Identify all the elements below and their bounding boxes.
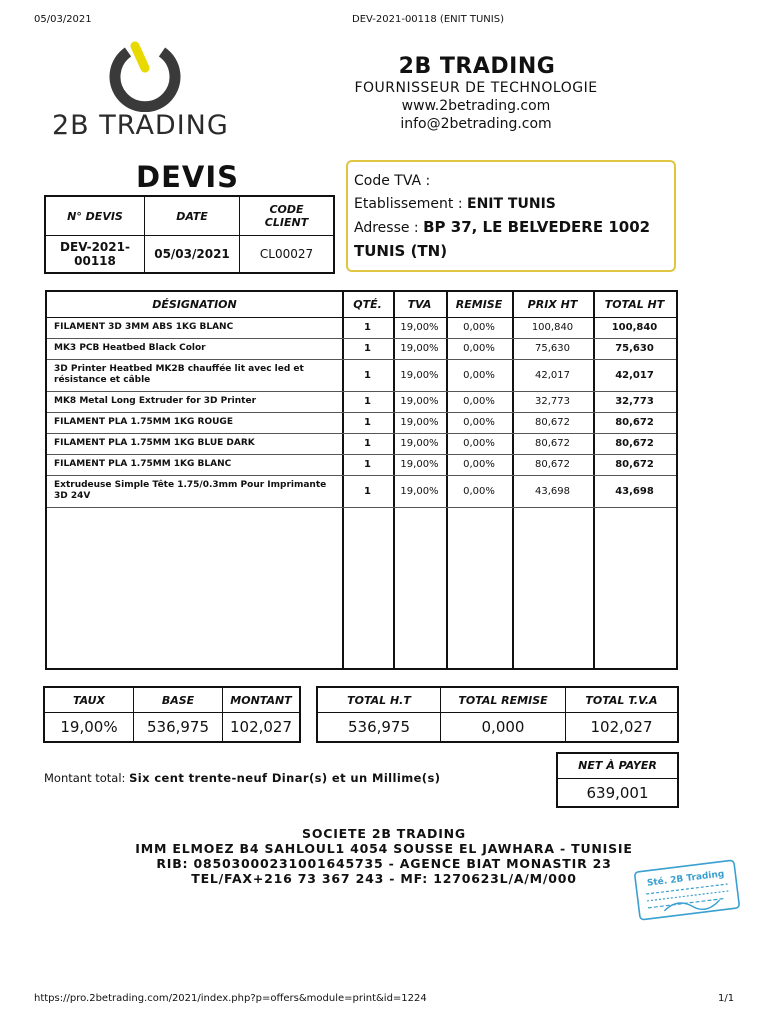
item-designation: MK3 PCB Heatbed Black Color [54, 343, 206, 353]
item-designation: 3D Printer Heatbed MK2B chauffée lit avec led et résistance et câble [54, 364, 304, 385]
logo-wordmark: 2B TRADING [52, 110, 229, 141]
item-tva: 19,00% [400, 396, 439, 407]
header-total-remise: TOTAL REMISE [441, 687, 566, 713]
address-value: BP 37, LE BELVEDERE 1002 TUNIS (TN) [354, 218, 651, 260]
items-table [45, 290, 678, 670]
item-tva: 19,00% [400, 417, 439, 428]
table-row [47, 433, 676, 455]
net-payable-label: NET À PAYER [558, 754, 677, 779]
item-prix: 80,672 [535, 438, 570, 449]
tax-rate: 19,00% [44, 713, 134, 743]
item-total: 80,672 [615, 438, 654, 449]
quote-meta-table [44, 195, 335, 274]
item-designation: FILAMENT PLA 1.75MM 1KG BLUE DARK [54, 438, 255, 448]
quote-date: 05/03/2021 [145, 236, 240, 274]
item-total: 80,672 [615, 417, 654, 428]
table-row [47, 454, 676, 476]
total-remise-value: 0,000 [441, 713, 566, 743]
company-tagline: FOURNISSEUR DE TECHNOLOGIE [354, 80, 598, 96]
item-qty: 1 [364, 459, 371, 470]
table-row [47, 359, 676, 392]
company-stamp-icon [632, 858, 742, 922]
power-logo-icon [108, 40, 182, 112]
table-row [47, 317, 676, 339]
header-total: TOTAL HT [604, 298, 665, 311]
item-prix: 75,630 [535, 343, 570, 354]
table-row [47, 412, 676, 434]
company-website: www.2betrading.com [401, 98, 551, 114]
header-designation: DÉSIGNATION [152, 298, 237, 311]
item-total: 75,630 [615, 343, 654, 354]
item-tva: 19,00% [400, 438, 439, 449]
item-tva: 19,00% [400, 459, 439, 470]
header-base: BASE [134, 687, 223, 713]
table-row [47, 475, 676, 508]
company-name: 2B TRADING [398, 54, 556, 79]
address-line: Adresse : BP 37, LE BELVEDERE 1002 TUNIS (TN) [354, 218, 651, 260]
item-total: 32,773 [615, 396, 654, 407]
item-tva: 19,00% [400, 343, 439, 354]
item-prix: 80,672 [535, 417, 570, 428]
item-remise: 0,00% [463, 396, 495, 407]
header-montant: MONTANT [223, 687, 301, 713]
item-total: 43,698 [615, 485, 654, 497]
item-prix: 32,773 [535, 396, 570, 407]
item-remise: 0,00% [463, 438, 495, 449]
etablissement-line: Etablissement : ENIT TUNIS [354, 196, 556, 212]
header-total-tva: TOTAL T.V.A [566, 687, 679, 713]
amount-in-words [44, 771, 440, 785]
total-tva-value: 102,027 [566, 713, 679, 743]
items-header-row [47, 292, 676, 318]
tax-base: 536,975 [134, 713, 223, 743]
etablissement-value: ENIT TUNIS [467, 196, 556, 212]
item-remise: 0,00% [463, 417, 495, 428]
item-remise: 0,00% [463, 322, 495, 333]
header-tva: TVA [407, 298, 432, 311]
item-total: 80,672 [615, 459, 654, 470]
item-prix: 43,698 [535, 485, 570, 497]
print-title: DEV-2021-00118 (ENIT TUNIS) [352, 14, 504, 25]
item-designation: FILAMENT 3D 3MM ABS 1KG BLANC [54, 322, 234, 332]
header-prix: PRIX HT [527, 298, 578, 311]
tax-amount: 102,027 [223, 713, 301, 743]
item-prix: 100,840 [531, 322, 574, 333]
svg-text:Sté. 2B Trading: Sté. 2B Trading [646, 869, 725, 889]
net-payable-value: 639,001 [586, 784, 649, 802]
table-row [47, 338, 676, 360]
item-qty: 1 [364, 322, 371, 333]
item-total: 42,017 [615, 369, 654, 381]
item-designation: FILAMENT PLA 1.75MM 1KG BLANC [54, 459, 232, 469]
item-designation: FILAMENT PLA 1.75MM 1KG ROUGE [54, 417, 233, 427]
client-info-box [346, 160, 676, 272]
item-total: 100,840 [611, 322, 658, 333]
document-title: DEVIS [136, 160, 240, 194]
item-prix: 42,017 [535, 369, 570, 381]
totals-table [316, 686, 679, 743]
amount-words-label: Montant total: [44, 771, 126, 785]
footer-rib: RIB: 08503000231001645735 - AGENCE BIAT MONASTIR 23 [156, 856, 612, 871]
header-num: N° DEVIS [45, 196, 145, 236]
item-tva: 19,00% [400, 485, 439, 497]
item-prix: 80,672 [535, 459, 570, 470]
footer-company: SOCIETE 2B TRADING [302, 826, 466, 841]
quote-number: DEV-2021-00118 [45, 236, 145, 274]
print-page: 1/1 [718, 993, 735, 1004]
item-remise: 0,00% [463, 459, 495, 470]
header-remise: REMISE [455, 298, 503, 311]
item-tva: 19,00% [400, 369, 439, 381]
item-qty: 1 [364, 396, 371, 407]
print-date: 05/03/2021 [34, 14, 92, 25]
item-qty: 1 [364, 438, 371, 449]
item-remise: 0,00% [463, 485, 495, 497]
header-qty: QTÉ. [353, 298, 382, 311]
header-date: DATE [145, 196, 240, 236]
item-remise: 0,00% [463, 343, 495, 354]
item-qty: 1 [364, 369, 371, 381]
item-designation: MK8 Metal Long Extruder for 3D Printer [54, 396, 257, 406]
amount-words-value: Six cent trente-neuf Dinar(s) et un Millime(s) [129, 771, 441, 785]
net-payable-box [556, 752, 679, 808]
tax-table [43, 686, 301, 743]
footer-contact: TEL/FAX+216 73 367 243 - MF: 1270623L/A/M/000 [191, 871, 577, 886]
footer-address: IMM ELMOEZ B4 SAHLOUL1 4054 SOUSSE EL JAWHARA - TUNISIE [135, 841, 633, 856]
header-taux: TAUX [44, 687, 134, 713]
tva-label: Code TVA : [354, 173, 431, 189]
item-qty: 1 [364, 343, 371, 354]
client-code: CL00027 [240, 236, 335, 274]
header-total-ht: TOTAL H.T [317, 687, 441, 713]
item-qty: 1 [364, 485, 371, 497]
item-qty: 1 [364, 417, 371, 428]
print-url: https://pro.2betrading.com/2021/index.php?p=offers&module=print&id=1224 [34, 993, 427, 1004]
item-remise: 0,00% [463, 369, 495, 381]
table-row [47, 391, 676, 413]
total-ht-value: 536,975 [317, 713, 441, 743]
company-email: info@2betrading.com [400, 116, 552, 132]
item-designation: Extrudeuse Simple Tête 1.75/0.3mm Pour Imprimante 3D 24V [54, 480, 327, 501]
item-tva: 19,00% [400, 322, 439, 333]
header-client: CODE CLIENT [240, 196, 335, 236]
